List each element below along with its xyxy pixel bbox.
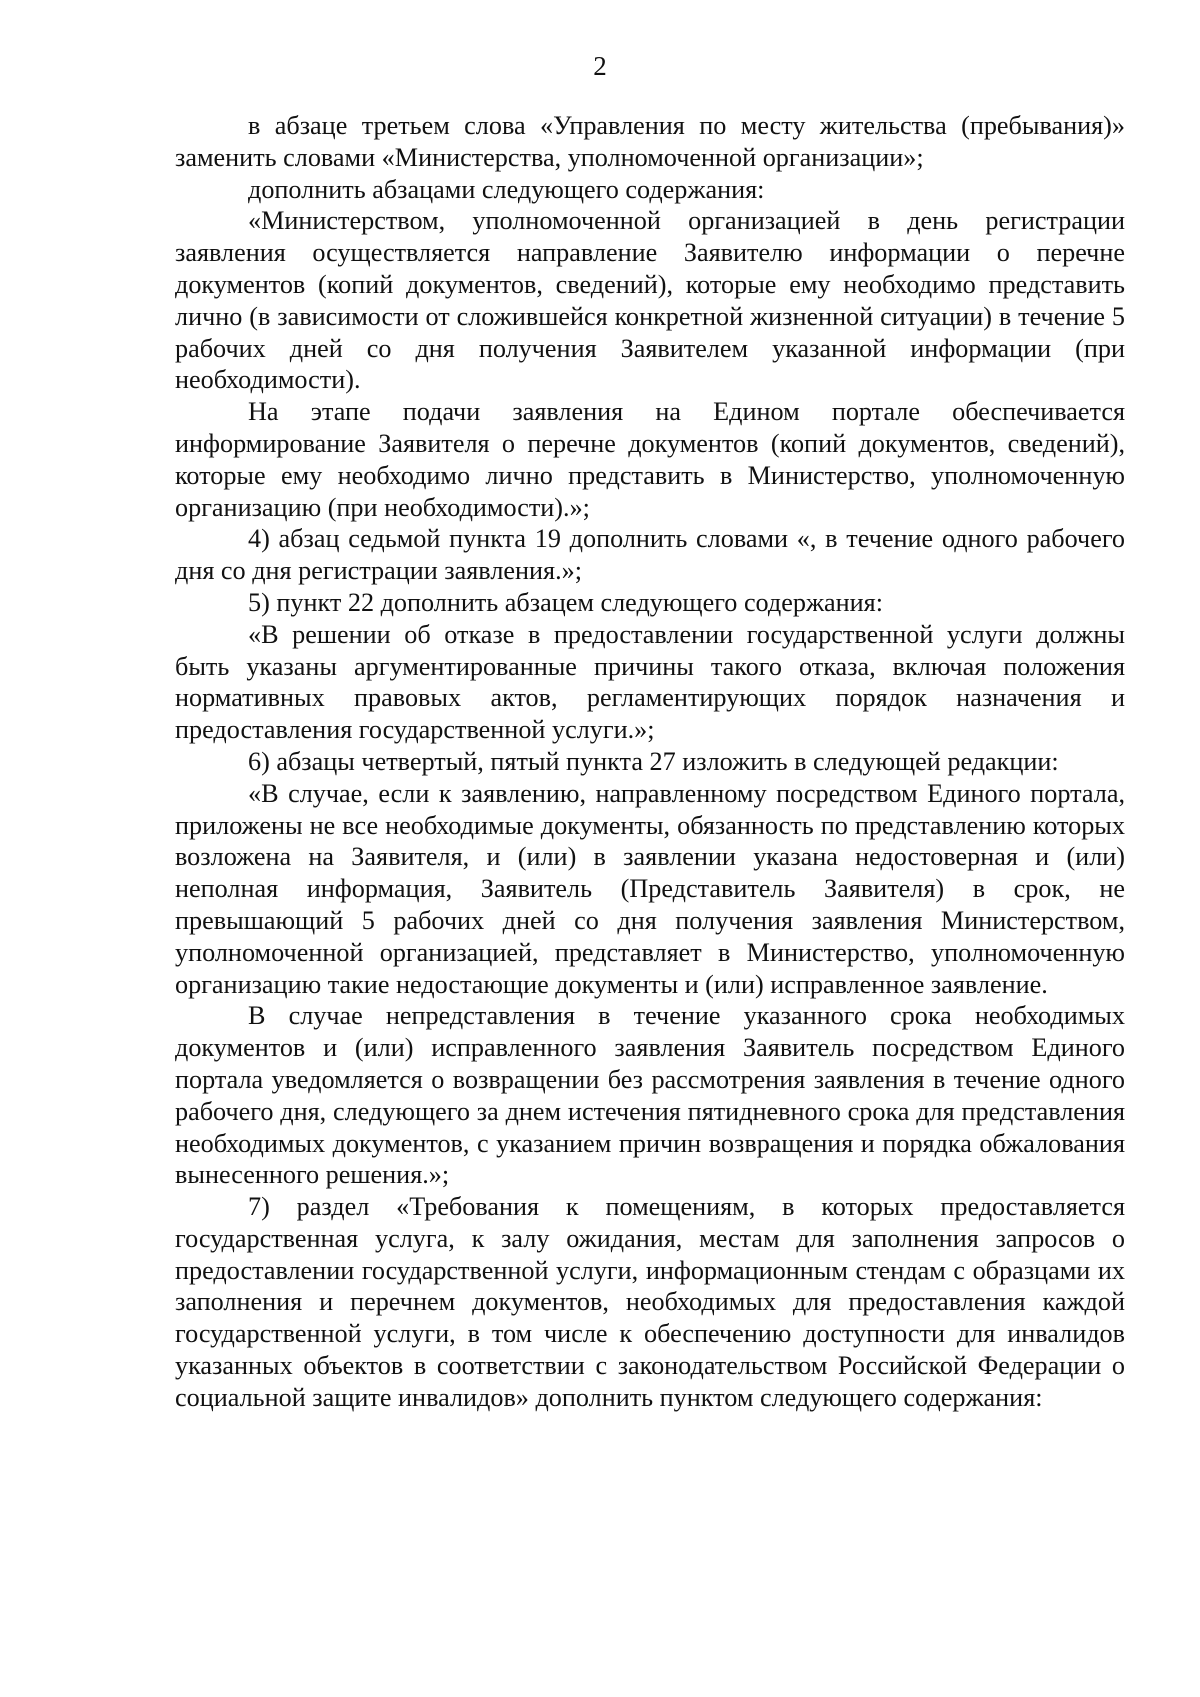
paragraph: 5) пункт 22 дополнить абзацем следующего содержания:	[248, 587, 884, 617]
paragraph: «Министерством, уполномоченной организацией в день регистрации заявления осуществляется направление Заявителю информации о перечне документов (копий документов, сведений), которые ему необходимо представить лично (в зависимости от сложившейся конкретной жизненной ситуации) в течение 5 рабочих дней со дня получения Заявителем указанной информации (при необходимости).	[175, 206, 1125, 395]
paragraph: 4) абзац седьмой пункта 19 дополнить словами «, в течение одного рабочего дня со дня регистрации заявления.»;	[175, 524, 1125, 586]
paragraph: в абзаце третьем слова «Управления по месту жительства (пребывания)» заменить словами «Министерства, уполномоченной организации»;	[175, 111, 1125, 172]
paragraph: дополнить абзацами следующего содержания:	[248, 174, 765, 204]
paragraph: В случае непредставления в течение указанного срока необходимых документов и (или) исправленного заявления Заявитель посредством Единого портала уведомляется о возвращении без рассмотрения заявления в течение одного рабочего дня, следующего за днем истечения пятидневного срока для представления необходимых документов, с указанием причин возвращения и порядка обжалования вынесенного решения.»;	[175, 1001, 1125, 1190]
paragraph: «В решении об отказе в предоставлении государственной услуги должны быть указаны аргументированные причины такого отказа, включая положения нормативных правовых актов, регламентирующих порядок назначения и предоставления государственной услуги.»;	[175, 619, 1125, 745]
paragraph: 7) раздел «Требования к помещениям, в которых предоставляется государственная услуга, к залу ожидания, местам для заполнения запросов о предоставлении государственной услуги, информационным стендам с образцами их заполнения и перечнем документов, необходимых для предоставления каждой государственной услуги, в том числе к обеспечению доступности для инвалидов указанных объектов в соответствии с законодательством Российской Федерации о социальной защите инвалидов» дополнить пунктом следующего содержания:	[175, 1192, 1125, 1412]
page-number: 2	[593, 51, 607, 81]
paragraph: «В случае, если к заявлению, направленному посредством Единого портала, приложены не все необходимые документы, обязанность по представлению которых возложена на Заявителя, и (или) в заявлении указана недостоверная и (или) неполная информация, Заявитель (Представитель Заявителя) в срок, не превышающий 5 рабочих дней со дня получения заявления Министерством, уполномоченной организацией, представляет в Министерство, уполномоченную организацию такие недостающие документы и (или) исправленное заявление.	[175, 778, 1125, 999]
paragraph: На этапе подачи заявления на Едином портале обеспечивается информирование Заявителя о перечне документов (копий документов, сведений), которые ему необходимо лично представить в Министерство, уполномоченную организацию (при необходимости).»;	[175, 397, 1125, 522]
paragraph: 6) абзацы четвертый, пятый пункта 27 изложить в следующей редакции:	[248, 746, 1059, 776]
document-body	[175, 110, 1125, 1414]
